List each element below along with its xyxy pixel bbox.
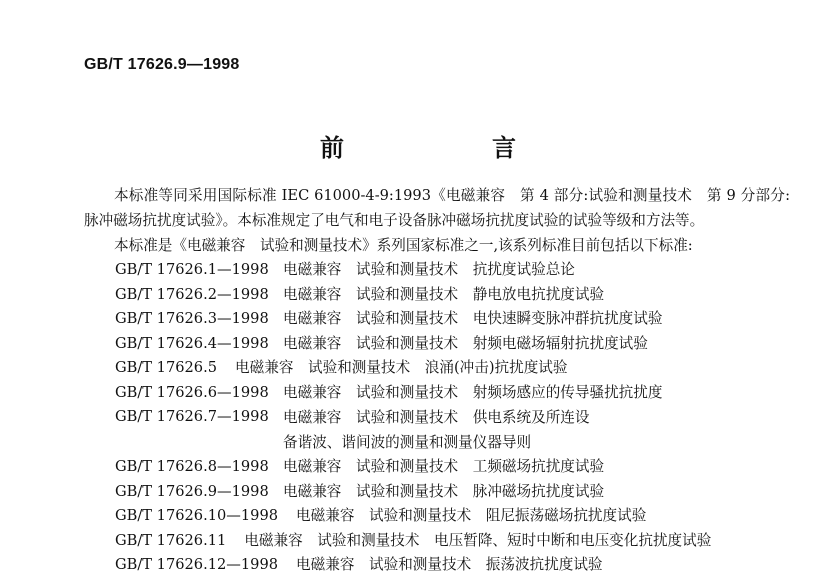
list-item [115,283,795,308]
standard-code: GB/T 17626.5 [115,359,218,376]
list-item [115,529,795,554]
standard-code: GB/T 17626.9—1998 [115,482,269,500]
section-title: 前 言 [320,133,578,162]
standard-code: GB/T 17626.6—1998 [115,383,269,401]
standard-title: 电磁兼容 试验和测量技术 振荡波抗扰度试验 [296,556,603,573]
list-item [115,504,795,529]
standard-code: GB/T 17626.8—1998 [115,458,269,475]
standard-code: GB/T 17626.10—1998 [115,507,279,524]
document-number-header: GB/T 17626.9—1998 [84,56,240,73]
standards-list [115,258,795,578]
standard-title: 电磁兼容 试验和测量技术 脉冲磁场抗扰度试验 [283,482,605,500]
standard-code: GB/T 17626.1—1998 [115,261,269,278]
standard-title: 电磁兼容 试验和测量技术 工频磁场抗扰度试验 [283,458,605,475]
list-item [115,553,795,578]
standard-title: 电磁兼容 试验和测量技术 电快速瞬变脉冲群抗扰度试验 [283,310,663,327]
standard-code: GB/T 17626.4—1998 [115,334,269,352]
standard-title: 电磁兼容 试验和测量技术 静电放电抗扰度试验 [283,285,605,303]
standard-title: 电磁兼容 试验和测量技术 浪涌(冲击)抗扰度试验 [235,359,568,376]
standard-title: 电磁兼容 试验和测量技术 射频电磁场辐射抗扰度试验 [283,334,648,352]
standard-code: GB/T 17626.2—1998 [115,285,269,303]
intro-paragraph: 本标准等同采用国际标准 IEC 61000-4-9:1993《电磁兼容 第 4 部分:试验和测量技术 第 9 分部分:脉冲磁场抗扰度试验》。本标准规定了电气和电子设备脉冲磁场抗扰度试验的试验等级和方法等。 [84,187,790,229]
standard-title: 电磁兼容 试验和测量技术 阻尼振荡磁场抗扰度试验 [296,507,647,524]
standard-title: 电磁兼容 试验和测量技术 抗扰度试验总论 [283,261,575,278]
series-paragraph: 本标准是《电磁兼容 试验和测量技术》系列国家标准之一,该系列标准目前包括以下标准: [114,237,693,254]
standard-title: 电磁兼容 试验和测量技术 供电系统及所连设备谐波、谐间波的测量和测量仪器导则 [283,409,590,451]
list-item [115,307,795,332]
standard-title: 电磁兼容 试验和测量技术 电压暂降、短时中断和电压变化抗扰度试验 [244,531,712,549]
list-item [115,381,795,406]
list-item [115,356,795,381]
standard-title: 电磁兼容 试验和测量技术 射频场感应的传导骚扰抗扰度 [283,383,663,401]
standard-code: GB/T 17626.7—1998 [115,408,269,425]
standard-code: GB/T 17626.3—1998 [115,310,269,327]
list-item [115,332,795,357]
standard-code: GB/T 17626.11 [115,531,227,549]
list-item [115,258,795,283]
list-item [115,405,795,455]
list-item [115,455,795,480]
standard-code: GB/T 17626.12—1998 [115,556,279,573]
list-item [115,480,795,505]
